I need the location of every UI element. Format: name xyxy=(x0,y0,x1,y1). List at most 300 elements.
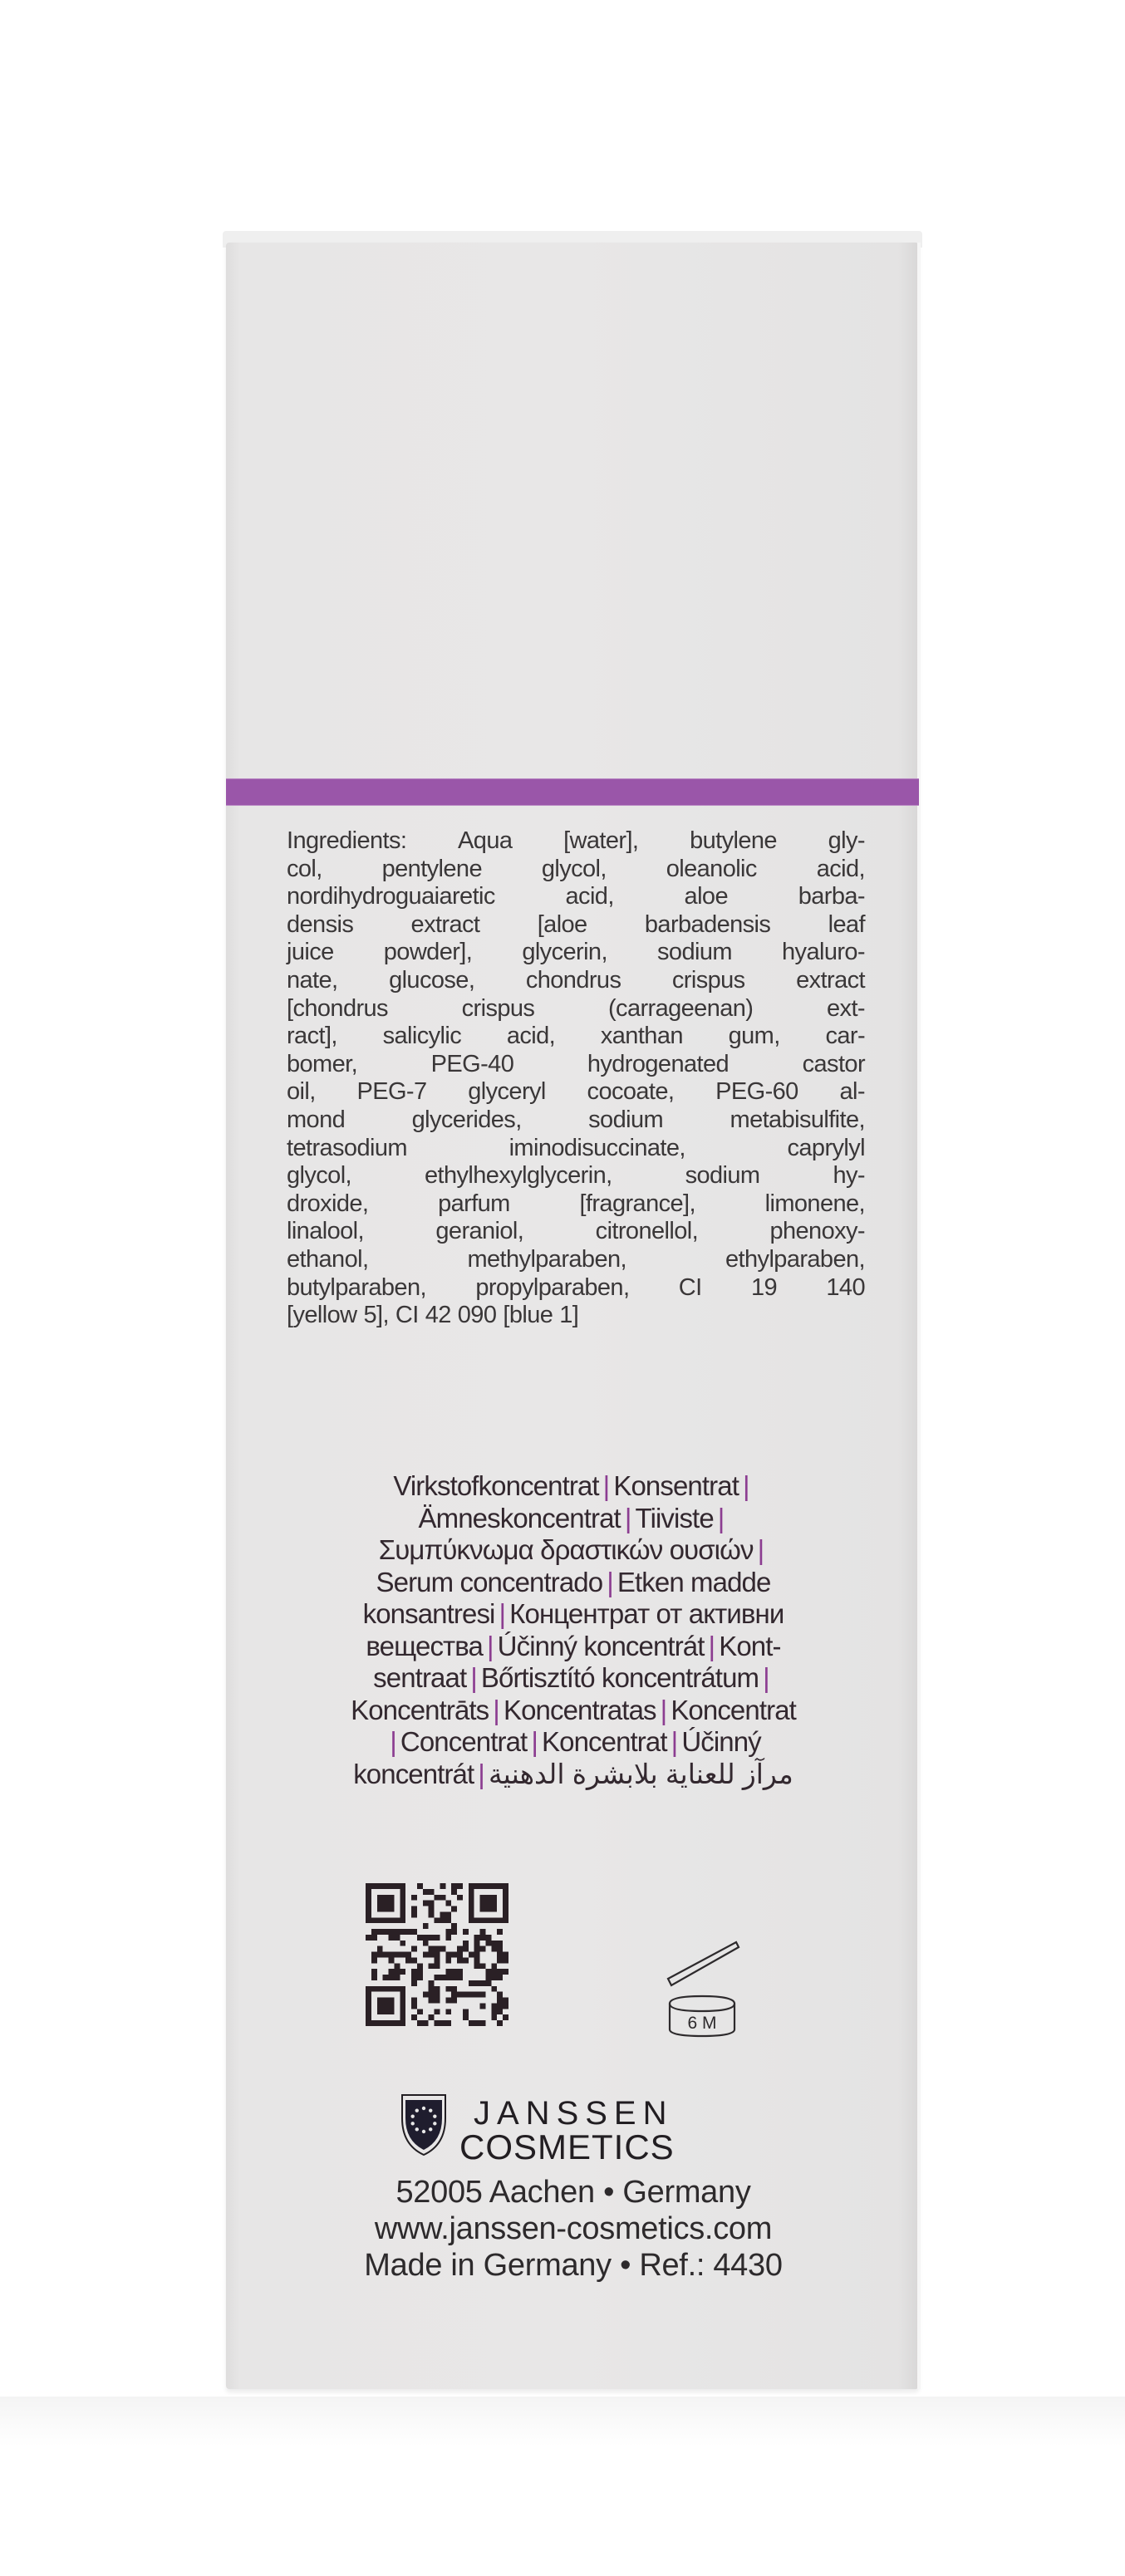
ingredient-word: [blue xyxy=(503,1302,553,1329)
ingredient-word: caprylyl xyxy=(787,1134,865,1161)
qr-module xyxy=(497,1957,503,1963)
qr-module xyxy=(474,1980,480,1986)
qr-module xyxy=(429,1911,435,1917)
qr-module xyxy=(400,1895,405,1901)
qr-module xyxy=(503,1906,508,1912)
qr-module xyxy=(497,1952,503,1958)
qr-module xyxy=(400,2014,405,2020)
qr-module xyxy=(491,2003,497,2009)
qr-module xyxy=(451,1923,457,1929)
ingredient-word: phenoxy- xyxy=(769,1218,865,1245)
qr-module xyxy=(429,1980,435,1986)
separator: | xyxy=(660,1694,667,1725)
qr-module xyxy=(429,2014,435,2020)
separator: | xyxy=(717,1502,725,1533)
qr-code[interactable] xyxy=(366,1879,508,2030)
ingredients-line xyxy=(287,883,865,911)
ingredient-word: 090 xyxy=(457,1302,497,1329)
qr-module xyxy=(383,1917,389,1923)
translation-text: Koncentrat xyxy=(542,1726,667,1757)
separator: | xyxy=(499,1598,506,1629)
qr-module xyxy=(480,1901,486,1906)
qr-module xyxy=(474,1883,480,1889)
qr-module xyxy=(389,1935,395,1941)
qr-module xyxy=(417,1963,423,1969)
qr-module xyxy=(440,1883,445,1889)
qr-module xyxy=(451,1975,457,1980)
floor-shadow xyxy=(0,2397,1125,2446)
ingredients-line xyxy=(287,1023,865,1051)
qr-module xyxy=(371,1917,377,1923)
ingredient-word: glyceryl xyxy=(468,1078,546,1106)
qr-module xyxy=(491,1917,497,1923)
ingredients-line xyxy=(287,1190,865,1219)
translation-text: Bőrtisztító koncentrátum xyxy=(480,1662,759,1693)
qr-module xyxy=(474,1992,480,1998)
qr-module xyxy=(394,1969,400,1975)
ingredient-word: glycol, xyxy=(287,1162,351,1190)
translation-line xyxy=(249,1759,897,1791)
separator: | xyxy=(708,1630,715,1661)
qr-module xyxy=(377,1883,383,1889)
qr-module xyxy=(417,1883,423,1889)
qr-module xyxy=(463,1929,469,1935)
qr-module xyxy=(400,1901,405,1906)
qr-module xyxy=(383,2003,389,2009)
ingredient-word: (carrageenan) xyxy=(607,994,754,1022)
qr-module xyxy=(497,1969,503,1975)
ingredient-word: powder], xyxy=(383,939,473,966)
qr-module xyxy=(400,2003,405,2009)
ingredient-word: hy- xyxy=(833,1162,865,1190)
qr-module xyxy=(411,1969,417,1975)
logo-star-icon xyxy=(415,2108,419,2112)
translation-text: Concentrat xyxy=(400,1726,528,1757)
ingredients-line xyxy=(287,1135,865,1163)
qr-module xyxy=(366,1889,371,1895)
qr-module xyxy=(383,1929,389,1935)
qr-module xyxy=(485,1883,491,1889)
qr-module xyxy=(377,1895,383,1901)
ingredient-word: car- xyxy=(825,1023,865,1050)
qr-module xyxy=(474,1917,480,1923)
separator: | xyxy=(742,1470,749,1501)
period-after-opening-icon xyxy=(656,1936,748,2039)
qr-module xyxy=(440,1975,445,1980)
qr-module xyxy=(411,2003,417,2009)
qr-module xyxy=(383,1906,389,1912)
qr-module xyxy=(503,1895,508,1901)
ingredient-word: bomer, xyxy=(287,1050,358,1077)
qr-module xyxy=(400,1889,405,1895)
qr-module xyxy=(377,1929,383,1935)
ingredient-word: glucose, xyxy=(389,966,475,994)
qr-module xyxy=(366,1906,371,1912)
qr-module xyxy=(411,1906,417,1912)
qr-module xyxy=(435,1957,440,1963)
ingredient-word: sodium xyxy=(685,1162,760,1190)
qr-module xyxy=(485,1980,491,1986)
qr-module xyxy=(480,1980,486,1986)
ingredient-word: extract xyxy=(796,966,865,994)
qr-module xyxy=(435,2009,440,2014)
qr-module xyxy=(429,1901,435,1906)
qr-module xyxy=(463,1992,469,1998)
qr-module xyxy=(423,1901,429,1906)
translation-text: Kont- xyxy=(719,1630,781,1661)
qr-module xyxy=(371,1883,377,1889)
qr-module xyxy=(491,1946,497,1952)
ingredient-word: linalool, xyxy=(287,1218,364,1245)
ingredient-word: CI xyxy=(395,1302,419,1329)
qr-module xyxy=(491,1906,497,1912)
ingredient-word: Aqua xyxy=(458,827,513,854)
ingredient-word: pentylene xyxy=(381,855,482,882)
qr-module xyxy=(366,1895,371,1901)
qr-module xyxy=(389,1901,395,1906)
qr-module xyxy=(417,1969,423,1975)
qr-module xyxy=(480,1929,486,1935)
ingredients-line xyxy=(287,827,865,856)
ingredient-word: ethanol, xyxy=(287,1245,369,1273)
qr-module xyxy=(411,1946,417,1952)
ingredient-word: geraniol, xyxy=(435,1218,524,1245)
qr-module xyxy=(469,1883,474,1889)
qr-module xyxy=(389,1998,395,2004)
ingredient-word: ethylparaben, xyxy=(725,1245,865,1273)
qr-module xyxy=(503,2003,508,2009)
qr-module xyxy=(429,1935,435,1941)
ingredients-line xyxy=(287,995,865,1023)
purple-stripe xyxy=(226,778,919,806)
qr-module xyxy=(451,1992,457,1998)
qr-module xyxy=(429,1952,435,1958)
qr-module xyxy=(503,1883,508,1889)
separator: | xyxy=(390,1726,396,1757)
qr-module xyxy=(383,2020,389,2026)
ingredient-word: [fragrance], xyxy=(579,1190,695,1217)
ingredient-word: citronellol, xyxy=(595,1218,699,1245)
qr-module xyxy=(383,1952,389,1958)
qr-module xyxy=(480,1935,486,1941)
qr-module xyxy=(423,1941,429,1946)
ingredient-word: aloe xyxy=(684,883,728,910)
qr-module xyxy=(485,1895,491,1901)
qr-module xyxy=(366,2014,371,2020)
qr-module xyxy=(435,1992,440,1998)
ingredient-word: tetrasodium xyxy=(287,1134,407,1161)
translation-text: вещества xyxy=(366,1630,483,1661)
ingredient-word: juice xyxy=(287,939,334,966)
qr-module xyxy=(435,1917,440,1923)
qr-module xyxy=(457,1975,463,1980)
separator: | xyxy=(607,1566,613,1597)
qr-module xyxy=(400,2020,405,2026)
qr-module xyxy=(389,1952,395,1958)
ingredient-word: oil, xyxy=(287,1078,316,1106)
qr-module xyxy=(451,1998,457,2004)
qr-module xyxy=(389,1957,395,1963)
ingredient-word: parfum xyxy=(438,1190,510,1217)
qr-module xyxy=(445,1935,451,1941)
qr-module xyxy=(383,2009,389,2014)
qr-module xyxy=(366,2003,371,2009)
qr-module xyxy=(411,1998,417,2004)
translation-line xyxy=(249,1695,897,1727)
qr-module xyxy=(423,1952,429,1958)
qr-module xyxy=(383,1895,389,1901)
qr-module xyxy=(474,1946,480,1952)
logo-star-icon xyxy=(433,2114,436,2117)
qr-module xyxy=(400,1911,405,1917)
translation-text: koncentrát xyxy=(353,1758,474,1789)
ingredient-word: gum, xyxy=(728,1023,780,1050)
ingredient-word: salicylic xyxy=(382,1023,462,1050)
ingredient-word: [water], xyxy=(563,827,639,854)
qr-module xyxy=(469,2020,474,2026)
ingredients-line xyxy=(287,1246,865,1274)
ingredients-line xyxy=(287,1274,865,1303)
qr-module xyxy=(480,1906,486,1912)
translation-line xyxy=(249,1470,897,1503)
qr-module xyxy=(389,2003,395,2009)
qr-module xyxy=(451,1906,457,1912)
qr-module xyxy=(435,1998,440,2004)
ingredient-word: acid, xyxy=(506,1023,556,1050)
qr-module xyxy=(469,1895,474,1901)
qr-module xyxy=(389,1895,395,1901)
qr-module xyxy=(429,1992,435,1998)
ingredients-line xyxy=(287,939,865,967)
qr-module xyxy=(371,1957,377,1963)
qr-module xyxy=(474,1941,480,1946)
qr-module xyxy=(445,1901,451,1906)
qr-module xyxy=(469,1889,474,1895)
qr-module xyxy=(474,1957,480,1963)
qr-module xyxy=(451,1986,457,1992)
translation-text: Etken madde xyxy=(617,1566,771,1597)
qr-module xyxy=(389,1917,395,1923)
qr-module xyxy=(400,1986,405,1992)
ingredients-list xyxy=(287,827,865,1330)
website-link[interactable]: www.janssen-cosmetics.com xyxy=(374,2211,773,2246)
qr-module xyxy=(423,1992,429,1998)
qr-module xyxy=(417,1935,423,1941)
qr-module xyxy=(366,1883,371,1889)
qr-module xyxy=(394,1975,400,1980)
ingredients-line xyxy=(287,1051,865,1079)
ingredient-word: nate, xyxy=(287,966,338,994)
qr-module xyxy=(394,1883,400,1889)
qr-module xyxy=(497,2009,503,2014)
ingredient-word: acid, xyxy=(816,855,865,882)
qr-module xyxy=(435,1986,440,1992)
qr-module xyxy=(411,2014,417,2020)
ingredient-word: 140 xyxy=(826,1273,865,1301)
ingredient-word: [chondrus xyxy=(287,994,388,1022)
ingredient-word: 5], xyxy=(363,1302,389,1329)
ingredient-word: castor xyxy=(802,1050,865,1077)
ingredient-word: PEG-7 xyxy=(356,1078,427,1106)
qr-module xyxy=(480,1895,486,1901)
qr-module xyxy=(394,1963,400,1969)
ingredient-word: glycerides, xyxy=(411,1106,522,1133)
qr-module xyxy=(457,1895,463,1901)
qr-module xyxy=(389,1969,395,1975)
ingredient-word: acid, xyxy=(565,883,614,910)
qr-module xyxy=(394,1952,400,1958)
qr-module xyxy=(400,1883,405,1889)
qr-module xyxy=(469,1906,474,1912)
qr-module xyxy=(371,1969,377,1975)
logo-star-icon xyxy=(415,2127,419,2131)
qr-module xyxy=(429,1946,435,1952)
ingredient-word: sodium xyxy=(588,1106,664,1133)
qr-module xyxy=(371,1929,377,1935)
ingredient-word: limonene, xyxy=(764,1190,865,1217)
ingredient-word: densis xyxy=(287,910,354,938)
ingredient-word: propylparaben, xyxy=(475,1273,630,1301)
qr-module xyxy=(423,1889,429,1895)
pao-label: 6 M xyxy=(687,2014,717,2033)
qr-module xyxy=(485,1901,491,1906)
qr-module xyxy=(411,1980,417,1986)
qr-module xyxy=(503,1969,508,1975)
qr-module xyxy=(411,1957,417,1963)
qr-module xyxy=(445,1998,451,2004)
ingredient-word: [yellow xyxy=(287,1302,357,1329)
ingredient-word: cocoate, xyxy=(587,1078,675,1106)
ingredients-line xyxy=(287,856,865,884)
qr-module xyxy=(469,1980,474,1986)
qr-module xyxy=(469,1952,474,1958)
qr-module xyxy=(411,1895,417,1901)
qr-module xyxy=(377,1917,383,1923)
ingredients-line xyxy=(287,1218,865,1246)
qr-module xyxy=(491,1895,497,1901)
qr-module xyxy=(485,1941,491,1946)
ingredient-word: ract], xyxy=(287,1023,337,1050)
ingredient-word: [aloe xyxy=(537,910,587,938)
qr-module xyxy=(451,1929,457,1935)
qr-module xyxy=(474,1963,480,1969)
translation-text: Концентрат от активни xyxy=(509,1598,784,1629)
qr-module xyxy=(497,1917,503,1923)
qr-module xyxy=(503,1998,508,2004)
qr-module xyxy=(371,1952,377,1958)
separator: | xyxy=(531,1726,538,1757)
qr-module xyxy=(394,1917,400,1923)
qr-module xyxy=(469,1901,474,1906)
qr-module xyxy=(440,1917,445,1923)
qr-module xyxy=(491,1963,497,1969)
qr-module xyxy=(366,1992,371,1998)
qr-module xyxy=(405,1957,411,1963)
ingredient-word: ext- xyxy=(827,994,865,1022)
qr-module xyxy=(405,1952,411,1958)
qr-module xyxy=(485,1935,491,1941)
ingredients-line xyxy=(287,1078,865,1106)
qr-module xyxy=(377,2003,383,2009)
qr-module xyxy=(411,1911,417,1917)
qr-module xyxy=(451,1889,457,1895)
ingredient-word: methylparaben, xyxy=(467,1245,626,1273)
qr-module xyxy=(491,1986,497,1992)
qr-module xyxy=(366,1911,371,1917)
qr-module xyxy=(423,1935,429,1941)
qr-module xyxy=(491,2009,497,2014)
qr-module xyxy=(491,1975,497,1980)
qr-module xyxy=(503,1952,508,1958)
qr-module xyxy=(480,2003,486,2009)
separator: | xyxy=(757,1534,764,1565)
qr-module xyxy=(457,1883,463,1889)
qr-module xyxy=(435,1946,440,1952)
qr-module xyxy=(400,1941,405,1946)
qr-module xyxy=(377,1986,383,1992)
qr-module xyxy=(485,1917,491,1923)
translation-text: Účinný koncentrát xyxy=(497,1630,705,1661)
qr-module xyxy=(463,1946,469,1952)
ingredient-word: PEG-40 xyxy=(430,1050,514,1077)
qr-module xyxy=(480,1917,486,1923)
qr-module xyxy=(491,1969,497,1975)
qr-module xyxy=(435,1963,440,1969)
qr-module xyxy=(497,1941,503,1946)
qr-module xyxy=(394,1935,400,1941)
qr-module xyxy=(445,1917,451,1923)
separator: | xyxy=(486,1630,494,1661)
separator: | xyxy=(470,1662,477,1693)
translation-text: Virkstofkoncentrat xyxy=(393,1470,599,1501)
qr-module xyxy=(469,1911,474,1917)
logo-star-icon xyxy=(422,2130,425,2133)
qr-module xyxy=(383,1986,389,1992)
qr-module xyxy=(394,1929,400,1935)
translation-text: Serum concentrado xyxy=(376,1566,603,1597)
qr-module xyxy=(497,1992,503,1998)
qr-module xyxy=(503,1901,508,1906)
address-city: 52005 Aachen • Germany xyxy=(395,2175,751,2210)
qr-module xyxy=(411,1975,417,1980)
qr-module xyxy=(480,1992,486,1998)
ingredients-line xyxy=(287,1106,865,1135)
qr-module xyxy=(400,1952,405,1958)
qr-module xyxy=(400,1917,405,1923)
qr-module xyxy=(497,1883,503,1889)
qr-module xyxy=(503,1911,508,1917)
qr-module xyxy=(400,1992,405,1998)
qr-module xyxy=(400,2009,405,2014)
translation-text: Koncentrāts xyxy=(351,1694,489,1725)
ingredient-word: col, xyxy=(287,855,322,882)
qr-module xyxy=(491,1941,497,1946)
qr-module xyxy=(503,1917,508,1923)
ingredient-word: glycerin, xyxy=(522,939,607,966)
ingredient-word: oleanolic xyxy=(666,855,757,882)
qr-module xyxy=(445,1911,451,1917)
qr-module xyxy=(463,2009,469,2014)
logo-star-icon xyxy=(422,2107,425,2110)
logo-star-icon xyxy=(410,2122,414,2125)
qr-module xyxy=(445,1986,451,1992)
separator: | xyxy=(493,1694,499,1725)
qr-module xyxy=(389,1986,395,1992)
qr-module xyxy=(457,1969,463,1975)
qr-module xyxy=(377,1946,383,1952)
ingredient-word: metabisulfite, xyxy=(730,1106,865,1133)
qr-module xyxy=(383,1975,389,1980)
